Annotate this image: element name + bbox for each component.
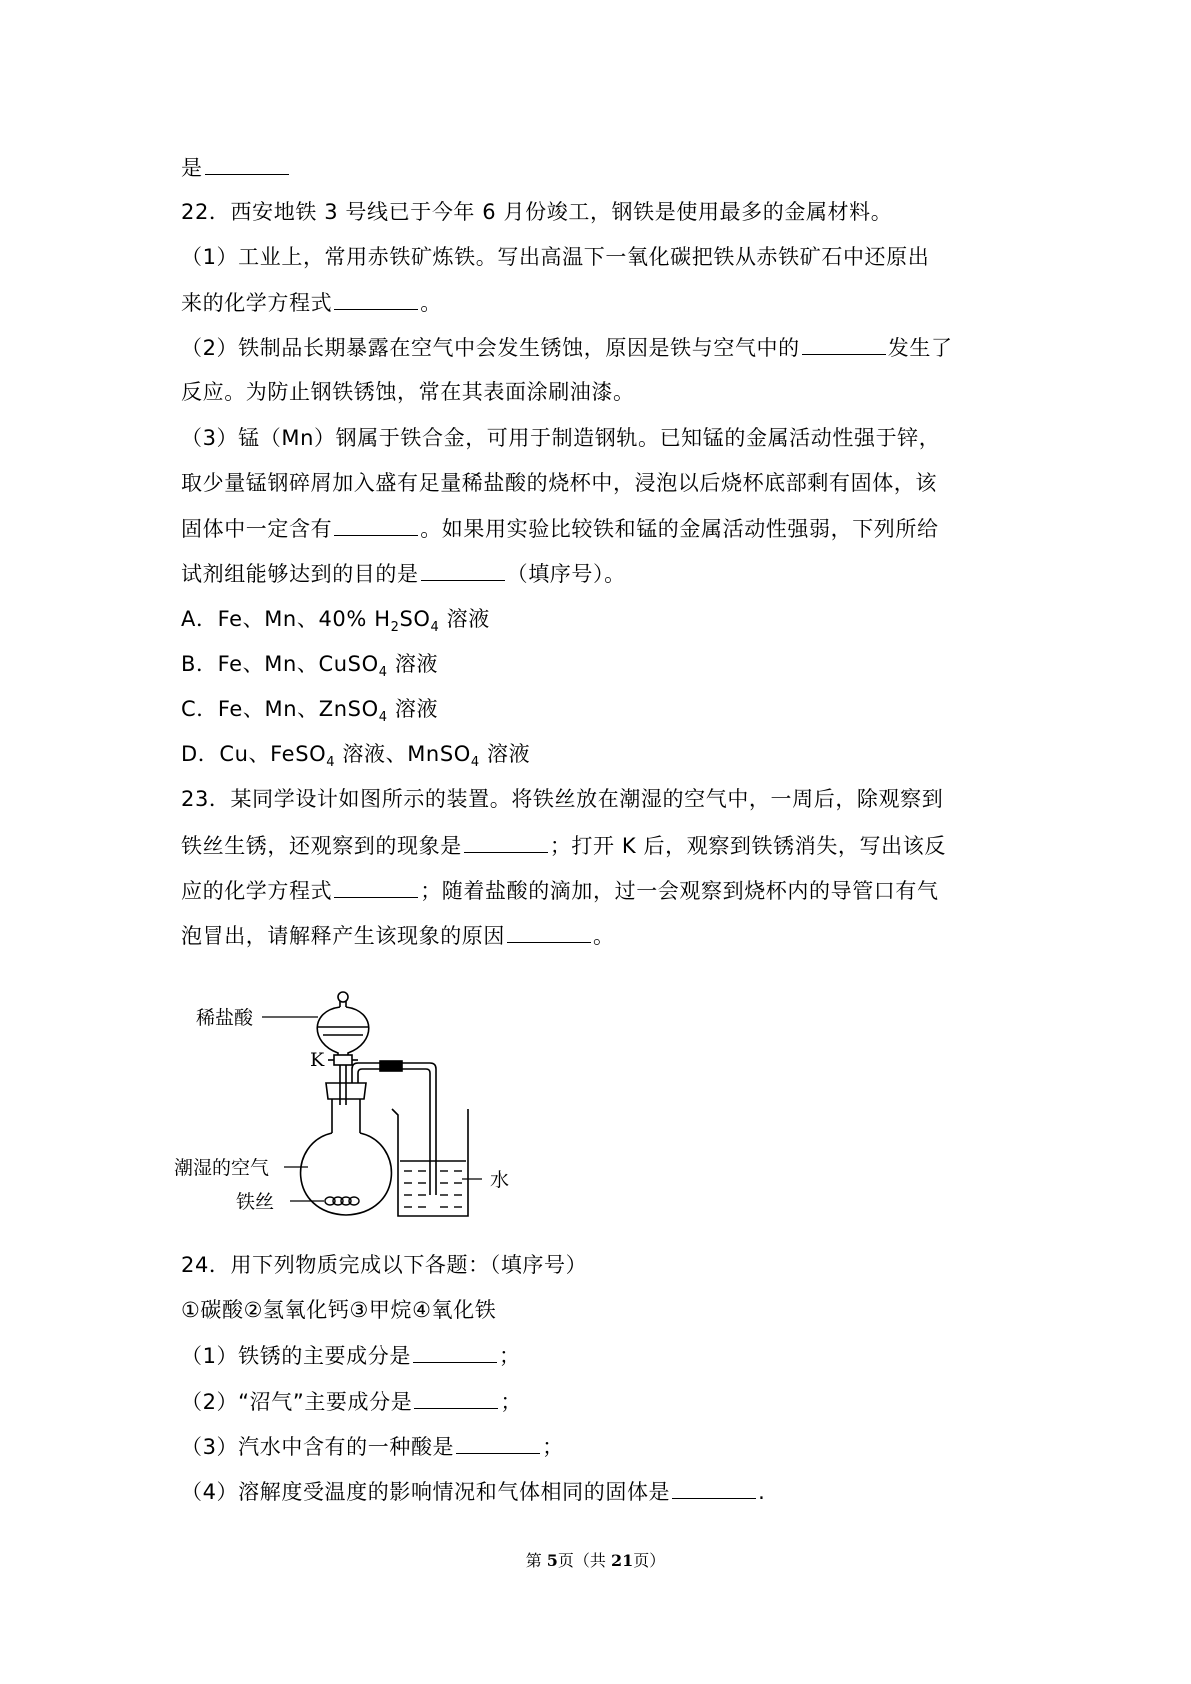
- answer-blank: [507, 920, 591, 943]
- tube-joint: [380, 1061, 402, 1071]
- text-line: [181, 152, 291, 182]
- option-text: SO: [399, 607, 431, 631]
- option-text: 溶液、MnSO: [335, 742, 471, 766]
- option-text: 溶液: [387, 697, 439, 721]
- answer-blank: [334, 513, 418, 536]
- flask-bulb: [301, 1133, 392, 1215]
- funnel-stopper: [338, 992, 348, 1002]
- option-b: [181, 649, 438, 679]
- line-text: （4）溶解度受温度的影响情况和气体相同的固体是: [181, 1480, 671, 1504]
- subscript: 4: [378, 710, 388, 726]
- subscript: 2: [390, 620, 400, 636]
- line-text: 试剂组能够达到的目的是: [181, 562, 419, 586]
- footer-text: 页（共: [557, 1551, 612, 1570]
- option-d: [181, 739, 530, 769]
- line-text: ①碳酸②氢氧化钙③甲烷④氧化铁: [181, 1298, 497, 1322]
- iron-wire: [325, 1197, 359, 1205]
- answer-blank: [802, 332, 886, 355]
- text-line: [181, 468, 937, 498]
- footer-text: 第: [525, 1551, 547, 1570]
- answer-blank: [672, 1476, 756, 1499]
- text-line: [181, 830, 946, 860]
- text-line: [181, 423, 940, 453]
- option-text: C．Fe、Mn、ZnSO: [181, 697, 379, 721]
- answer-blank: [334, 287, 418, 310]
- funnel-bulb: [317, 1007, 369, 1055]
- label-moist-air: 潮湿的空气: [174, 1157, 270, 1179]
- text-line: [181, 1386, 522, 1416]
- text-line: [181, 242, 929, 272]
- text-line: [181, 875, 939, 905]
- subscript: 4: [430, 620, 440, 636]
- option-text: A．Fe、Mn、40% H: [181, 607, 391, 631]
- line-text: 来的化学方程式: [181, 291, 333, 315]
- subscript: 4: [326, 755, 336, 771]
- line-text: （1）工业上，常用赤铁矿炼铁。写出高温下一氧化碳把铁从赤铁矿石中还原出: [181, 245, 930, 269]
- stopcock: [334, 1055, 352, 1065]
- question-23: [181, 784, 943, 814]
- line-text: 是: [181, 156, 203, 180]
- text-line: [181, 920, 615, 950]
- line-text: ；随着盐酸的滴加，过一会观察到烧杯内的导管口有气: [420, 879, 939, 903]
- text-line: [181, 1295, 496, 1325]
- option-text: D．Cu、FeSO: [181, 742, 327, 766]
- question-22: [181, 197, 892, 227]
- line-text: 应的化学方程式: [181, 879, 333, 903]
- answer-blank: [414, 1386, 498, 1409]
- line-text: 发生了: [887, 336, 953, 360]
- text-line: [181, 513, 939, 543]
- text-line: [181, 287, 442, 317]
- line-text: 泡冒出，请解释产生该现象的原因: [181, 924, 505, 948]
- line-text: 反应。为防止钢铁锈蚀，常在其表面涂刷油漆。: [181, 380, 635, 404]
- line-text: 。: [593, 924, 615, 948]
- answer-blank: [205, 152, 289, 175]
- page-footer: [0, 1548, 1191, 1571]
- subscript: 4: [378, 665, 388, 681]
- option-c: [181, 694, 438, 724]
- leader-lines: [262, 1017, 482, 1201]
- answer-blank: [464, 830, 548, 853]
- line-text: 23．某同学设计如图所示的装置。将铁丝放在潮湿的空气中，一周后，除观察到: [181, 787, 944, 811]
- line-text: （2）铁制品长期暴露在空气中会发生锈蚀，原因是铁与空气中的: [181, 336, 800, 360]
- question-24: [181, 1250, 587, 1280]
- total-pages: 21: [611, 1551, 634, 1570]
- text-line: [181, 558, 626, 588]
- option-text: 溶液: [439, 607, 490, 631]
- option-text: 溶液: [479, 742, 531, 766]
- text-line: [181, 377, 635, 407]
- answer-blank: [334, 875, 418, 898]
- option-text: 溶液: [387, 652, 439, 676]
- text-line: [181, 1431, 564, 1461]
- line-text: 22．西安地铁 3 号线已于今年 6 月份竣工，钢铁是使用最多的金属材料。: [181, 200, 893, 224]
- label-valve-k: K: [310, 1049, 325, 1071]
- line-text: （3）汽水中含有的一种酸是: [181, 1435, 455, 1459]
- line-text: 。如果用实验比较铁和锰的金属活动性强弱，下列所给: [420, 517, 939, 541]
- line-text: （填序号）。: [506, 562, 626, 586]
- line-text: ；: [500, 1390, 522, 1414]
- answer-blank: [456, 1431, 540, 1454]
- line-text: ；: [498, 1344, 521, 1368]
- option-text: B．Fe、Mn、CuSO: [181, 652, 379, 676]
- line-text: （1）铁锈的主要成分是: [181, 1344, 411, 1368]
- water-surface: [400, 1161, 466, 1207]
- subscript: 4: [470, 755, 480, 771]
- label-dilute-hydrochloric-acid: 稀盐酸: [196, 1007, 254, 1029]
- line-text: 固体中一定含有: [181, 517, 333, 541]
- answer-blank: [421, 558, 505, 581]
- answer-blank: [413, 1340, 497, 1363]
- line-text: .: [758, 1480, 766, 1504]
- line-text: （3）锰（Mn）钢属于铁合金，可用于制造钢轨。已知锰的金属活动性强于锌，: [181, 426, 941, 450]
- option-a: [181, 604, 490, 634]
- text-line: [181, 332, 953, 362]
- label-iron-wire: 铁丝: [236, 1191, 275, 1213]
- line-text: （2）“沼气”主要成分是: [181, 1390, 413, 1414]
- page-number: 5: [546, 1551, 558, 1570]
- text-line: [181, 1476, 765, 1506]
- line-text: 24．用下列物质完成以下各题：（填序号）: [181, 1253, 588, 1277]
- label-water: 水: [490, 1169, 510, 1191]
- line-text: ；打开 K 后，观察到铁锈消失，写出该反: [549, 834, 946, 858]
- text-line: [181, 1340, 521, 1370]
- line-text: 铁丝生锈，还观察到的现象是: [181, 834, 462, 858]
- line-text: ；: [542, 1435, 564, 1459]
- apparatus-figure: [174, 983, 580, 1233]
- line-text: 。: [420, 291, 442, 315]
- footer-text: 页）: [633, 1551, 666, 1570]
- line-text: 取少量锰钢碎屑加入盛有足量稀盐酸的烧杯中，浸泡以后烧杯底部剩有固体，该: [181, 471, 937, 495]
